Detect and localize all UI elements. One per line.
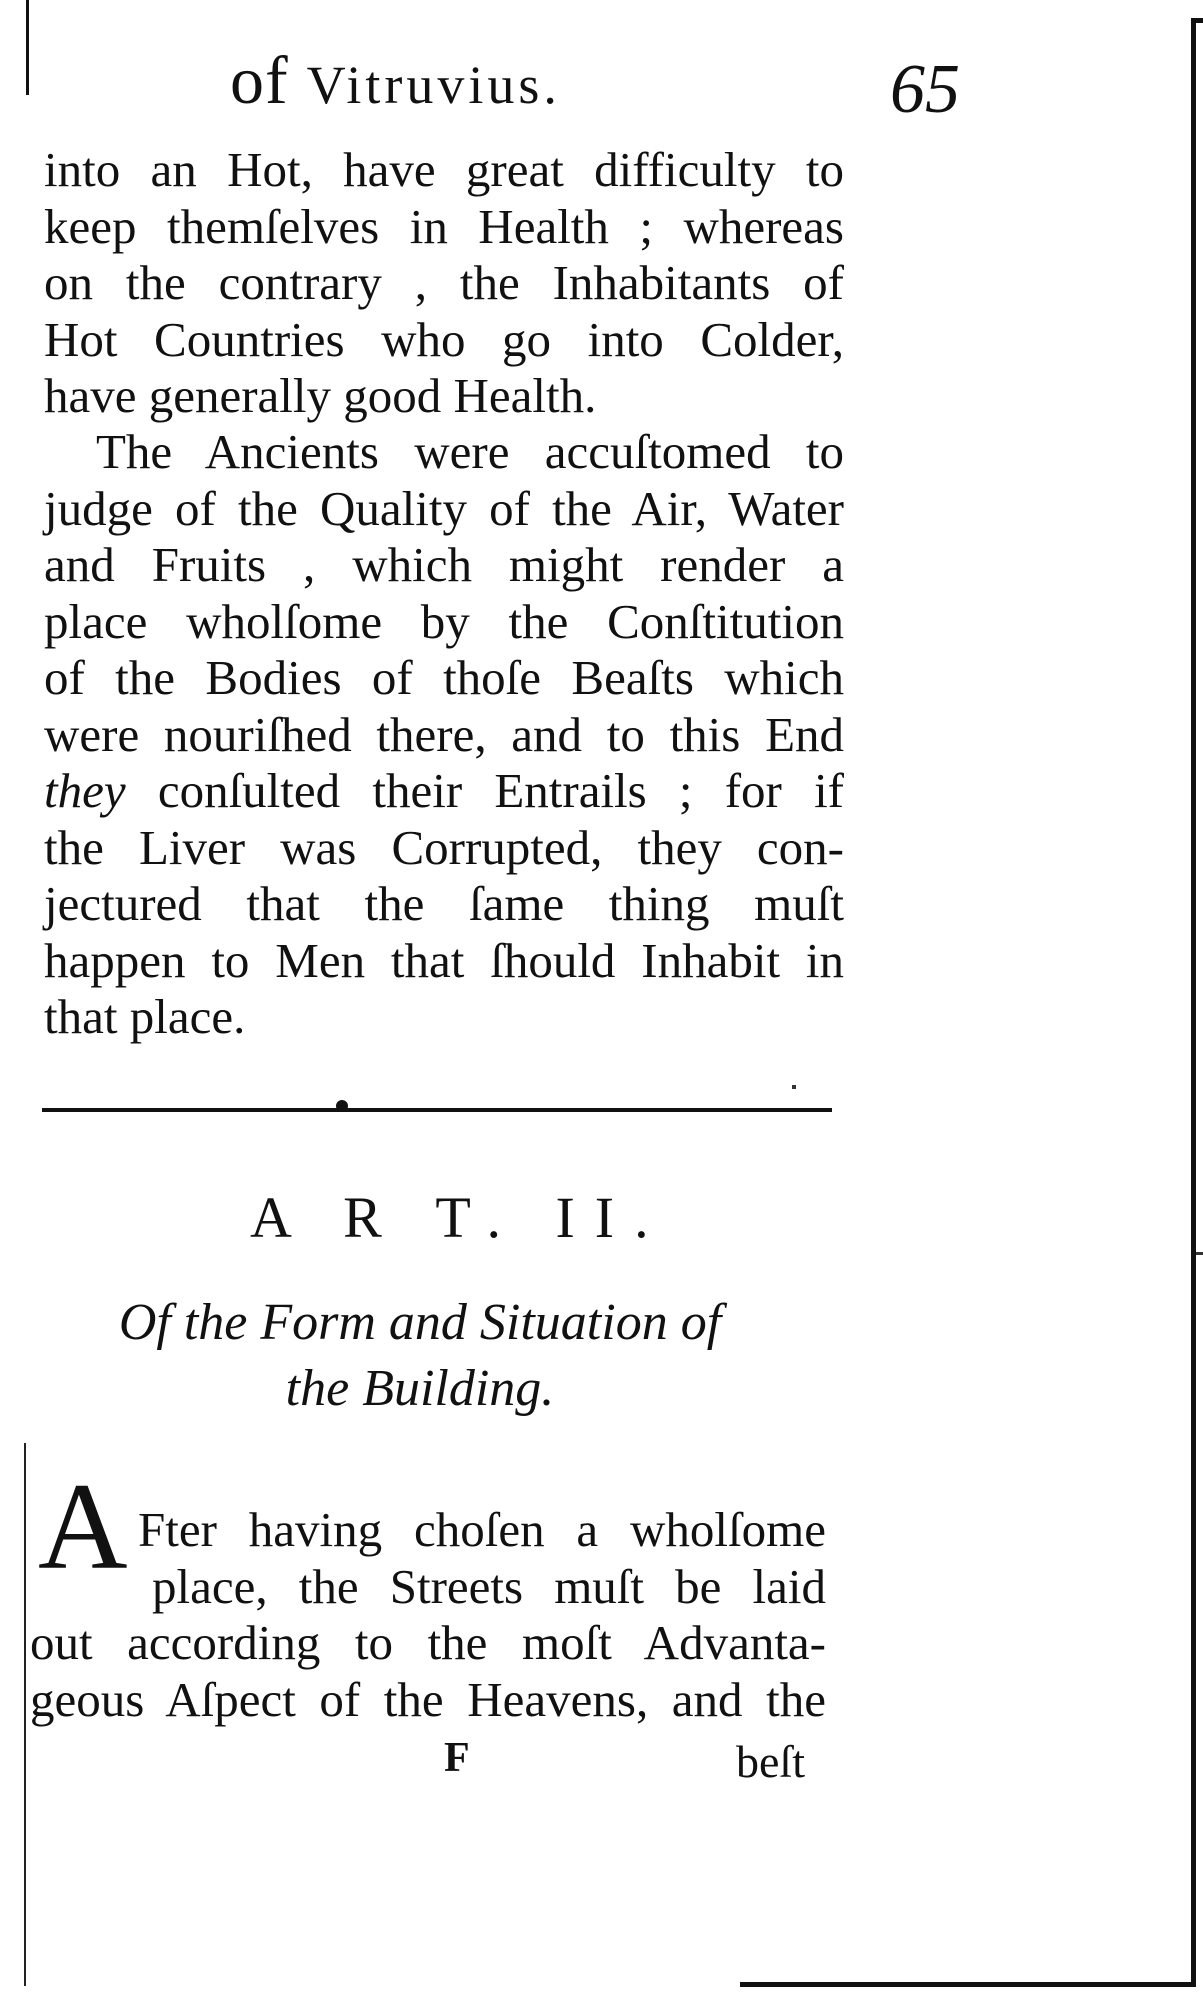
text-line: into an Hot, have great difficulty to: [44, 142, 844, 197]
running-head-of: of: [230, 42, 307, 118]
text-line: out according to the moſt Advanta-: [30, 1615, 826, 1670]
section-title: [60, 1290, 780, 1422]
text-line-with-italic: [44, 763, 844, 820]
paragraph-continued: [44, 142, 844, 425]
text-line: place, the Streets muſt be laid: [152, 1558, 826, 1614]
text-line: geous Aſpect of the Heavens, and the: [30, 1671, 826, 1727]
text-line: that place.: [44, 989, 246, 1044]
running-head: [230, 40, 561, 125]
text-line: of the Bodies of thoſe Beaſts which: [44, 650, 844, 705]
text-line: keep themſelves in Health ; whereas: [44, 198, 844, 254]
text-line: have generally good Health.: [44, 368, 597, 423]
page-number: 65: [890, 51, 960, 128]
italic-word: they: [44, 763, 126, 818]
text-line: were nouriſhed there, and to this End: [44, 706, 844, 762]
scan-edge-left: [24, 1443, 26, 1986]
text-line: The Ancients were accuſtomed to: [96, 424, 844, 479]
text-line: Hot Countries who go into Colder,: [44, 311, 844, 367]
section-title-line-2: the Building.: [285, 1360, 555, 1417]
running-head-name: Vitruvius.: [306, 55, 561, 115]
text-line: the Liver was Corrupted, they con-: [44, 819, 844, 875]
text-line: and Fruits , which might render a: [44, 537, 844, 592]
scan-edge-tick: [1196, 1252, 1203, 1255]
scan-edge-right: [1191, 18, 1196, 1984]
text-line: happen to Men that ſhould Inhabit in: [44, 932, 844, 988]
scan-edge-bottom: [740, 1982, 1196, 1987]
section-title-line-1: Of the Form and Situation of: [118, 1294, 722, 1351]
section-divider-rule: [42, 1108, 832, 1112]
text-line: jectured that the ſame thing muſt: [44, 876, 844, 931]
paragraph-ancients: [44, 424, 844, 1046]
scan-edge-left-top: [26, 0, 29, 95]
divider-speck: [792, 1085, 796, 1089]
text-line-rest: conſulted their Entrails ; for if: [125, 763, 844, 818]
text-line: Fter having choſen a wholſome: [138, 1502, 826, 1557]
paragraph-after-having: [30, 1502, 826, 1728]
catchword: beſt: [736, 1736, 805, 1787]
scan-edge-right-cap: [1191, 18, 1203, 23]
text-line: judge of the Quality of the Air, Water: [44, 480, 844, 536]
signature-mark: F: [444, 1735, 470, 1781]
drop-capital: A: [38, 1458, 128, 1595]
article-heading: A R T. II.: [250, 1185, 669, 1250]
divider-ornament-dot: [336, 1100, 348, 1112]
text-line: on the contrary , the Inhabitants of: [44, 255, 844, 310]
text-line: place wholſome by the Conſtitution: [44, 593, 844, 649]
